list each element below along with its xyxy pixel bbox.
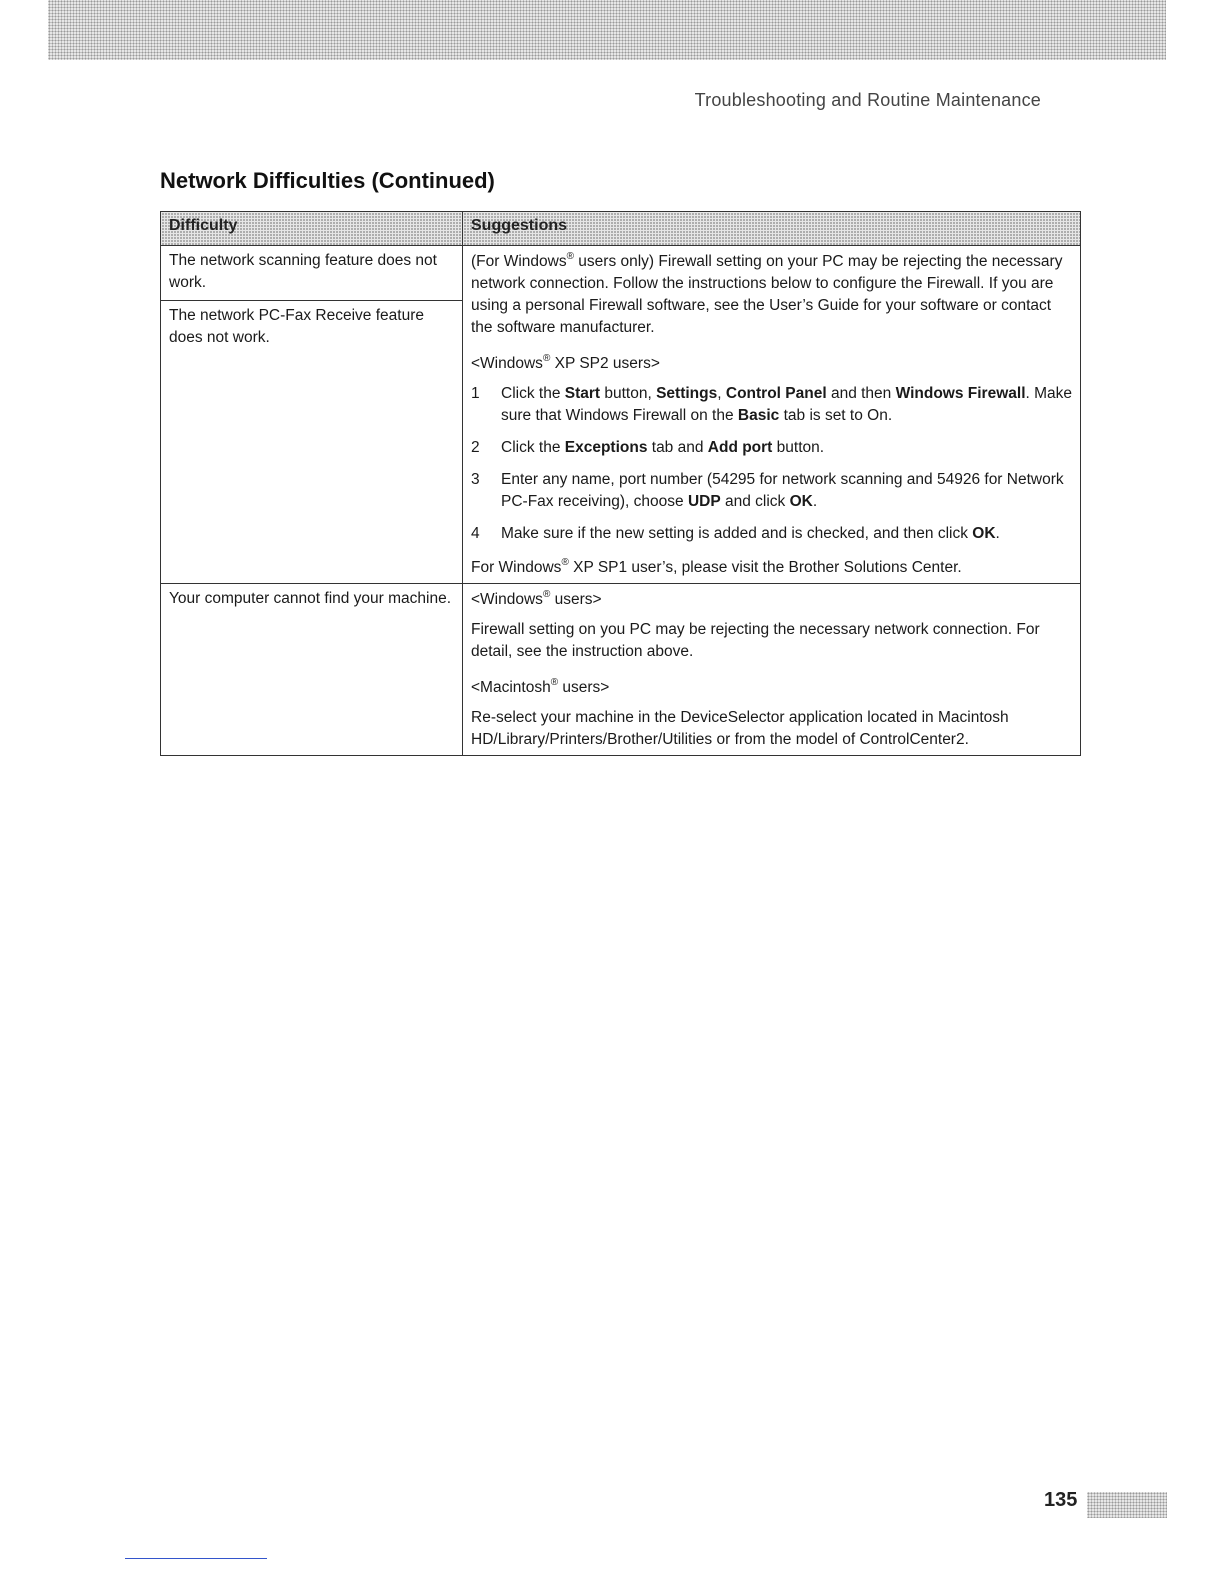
page-number: 135 (1044, 1489, 1078, 1511)
header-band (48, 0, 1166, 60)
windows-xp-sp2-heading: <Windows® XP SP2 users> (471, 353, 660, 372)
firewall-steps (471, 383, 1072, 545)
step-item: 3 Enter any name, port number (54295 for network scanning and 54926 for Network PC-Fax receiving), choose UDP and click OK. (471, 471, 1064, 510)
macintosh-users-text: Re-select your machine in the DeviceSelector application located in Macintosh HD/Library/Printers/Brother/Utilities or from the model of ControlCenter2. (471, 709, 1009, 748)
table-row (161, 246, 1081, 584)
difficulty-pc-fax-receive: The network PC-Fax Receive feature does not work. (161, 300, 462, 355)
column-header-suggestions: Suggestions (463, 212, 1081, 246)
section-title: Network Difficulties (Continued) (160, 168, 495, 193)
step-item: 1 Click the Start button, Settings, Control Panel and then Windows Firewall. Make sure that Windows Firewall on the Basic tab is set to On. (471, 385, 1073, 424)
suggestions-cell (463, 584, 1081, 756)
running-header: Troubleshooting and Routine Maintenance (694, 90, 1041, 110)
difficulty-cell (161, 246, 463, 584)
page-number-band (1087, 1492, 1167, 1518)
troubleshooting-table (160, 211, 1081, 756)
suggestions-cell (463, 246, 1081, 584)
step-item: 4 Make sure if the new setting is added and is checked, and then click OK. (471, 525, 1000, 542)
difficulty-cell (161, 584, 463, 756)
difficulty-network-scanning: The network scanning feature does not work. (169, 252, 437, 291)
windows-xp-sp1-note: For Windows® XP SP1 user’s, please visit the Brother Solutions Center. (471, 557, 962, 576)
firewall-intro: (For Windows® users only) Firewall setting on your PC may be rejecting the necessary network connection. Follow the instructions below to configure the Firewall. If you are using a personal Firewall software, see the User’s Guide for your software or contact the software manufacturer. (471, 251, 1063, 336)
table-row (161, 584, 1081, 756)
windows-users-text: Firewall setting on you PC may be rejecting the necessary network connection. For detail, see the instruction above. (471, 621, 1040, 660)
windows-users-heading: <Windows® users> (471, 589, 602, 608)
column-header-difficulty: Difficulty (161, 212, 463, 246)
macintosh-users-heading: <Macintosh® users> (471, 677, 610, 696)
step-item: 2 Click the Exceptions tab and Add port button. (471, 439, 825, 456)
bottom-rule (125, 1558, 267, 1559)
table-header-row (161, 212, 1081, 246)
difficulty-cannot-find-machine: Your computer cannot find your machine. (169, 590, 452, 607)
